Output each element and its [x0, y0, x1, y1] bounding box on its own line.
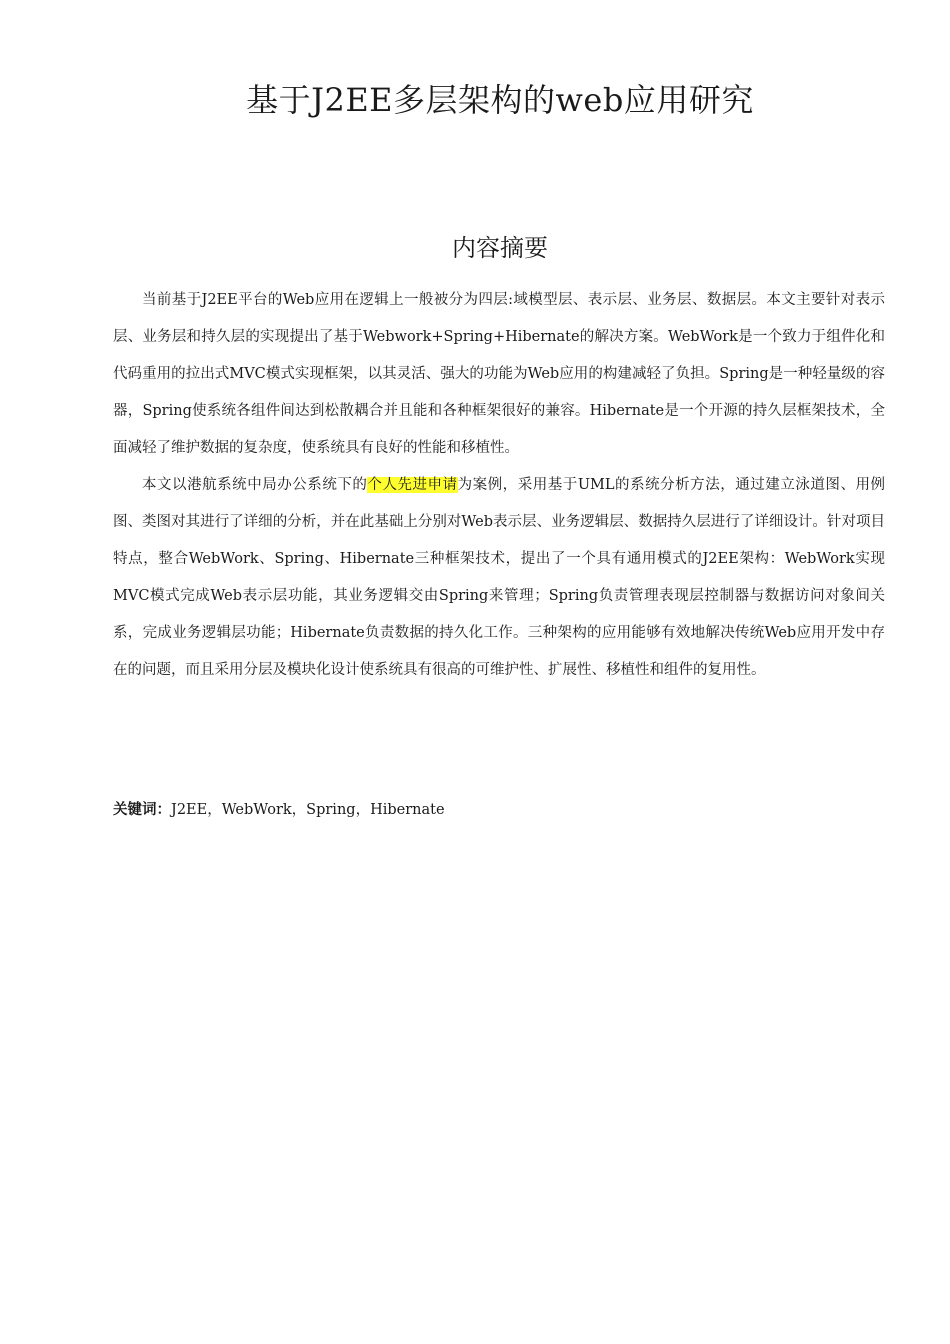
abstract-body — [113, 282, 885, 689]
keywords-line — [113, 797, 885, 823]
paragraph-2-lead: 本文以港航系统中局办公系统下的 — [142, 477, 368, 493]
abstract-paragraph-2 — [113, 467, 885, 689]
highlighted-phrase: 个人先进申请 — [367, 477, 458, 493]
paper-title: 基于J2EE多层架构的web应用研究 — [246, 81, 754, 119]
keywords-value: J2EE，WebWork，Spring，Hibernate — [171, 802, 445, 818]
abstract-paragraph-1: 当前基于J2EE平台的Web应用在逻辑上一般被分为四层:域模型层、表示层、业务层、数据层。本文主要针对表示层、业务层和持久层的实现提出了基于Webwork+Spring+Hibernate的解决方案。WebWork是一个致力于组件化和代码重用的拉出式MVC模式实现框架，以其灵活、强大的功能为Web应用的构建减轻了负担。Spring是一种轻量级的容器，Spring使系统各组件间达到松散耦合并且能和各种框架很好的兼容。Hibernate是一个开源的持久层框架技术，全面减轻了维护数据的复杂度，使系统具有良好的性能和移植性。 — [113, 292, 885, 456]
keywords-label: 关键词： — [113, 802, 171, 818]
paragraph-2-rest: 为案例，采用基于UML的系统分析方法，通过建立泳道图、用例图、类图对其进行了详细的分析，并在此基础上分别对Web表示层、业务逻辑层、数据持久层进行了详细设计。针对项目特点，整合WebWork、Spring、Hibernate三种框架技术，提出了一个具有通用模式的J2EE架构：WebWork实现MVC模式完成Web表示层功能，其业务逻辑交由Spring来管理；Spring负责管理表现层控制器与数据访问对象间关系，完成业务逻辑层功能；Hibernate负责数据的持久化工作。三种架构的应用能够有效地解决传统Web应用开发中存在的问题，而且采用分层及模块化设计使系统具有很高的可维护性、扩展性、移植性和组件的复用性。 — [113, 477, 886, 678]
abstract-heading: 内容摘要 — [452, 234, 548, 262]
